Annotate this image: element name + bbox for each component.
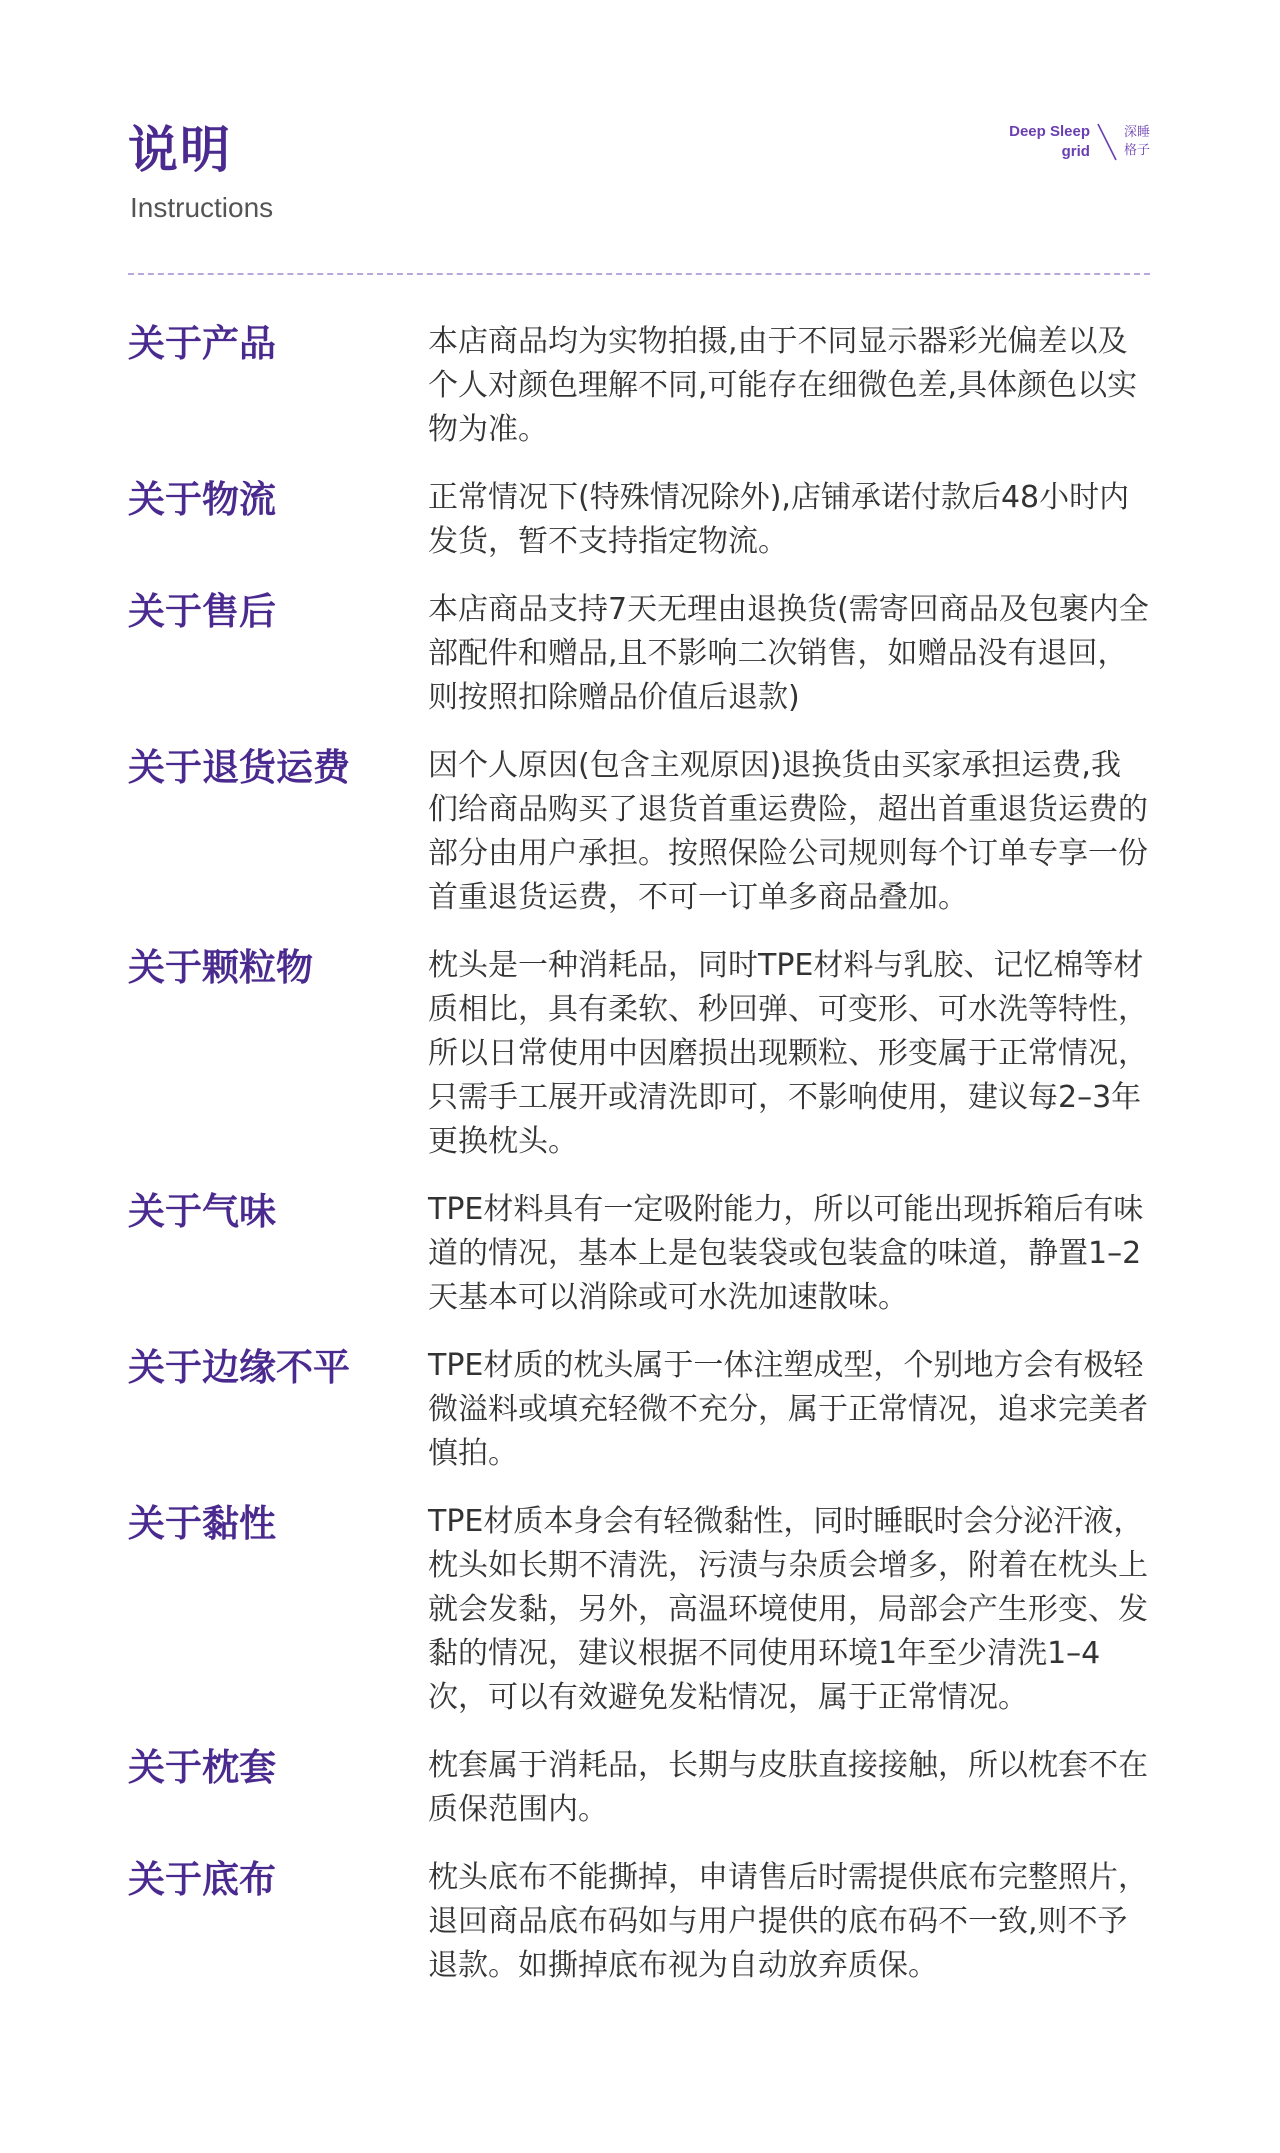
- page-title: 说明: [128, 121, 232, 179]
- instruction-label: 关于产品: [128, 322, 276, 365]
- header-divider: [128, 273, 1150, 275]
- logo-english: [1009, 122, 1090, 162]
- instruction-label: 关于枕套: [128, 1746, 276, 1789]
- instruction-item: [128, 944, 1150, 1164]
- instruction-text: 枕套属于消耗品，长期与皮肤直接接触，所以枕套不在质保范围内。: [428, 1748, 1148, 1827]
- instruction-item: [128, 320, 1150, 452]
- logo-chinese-line2: 格子: [1123, 143, 1150, 158]
- instruction-item: [128, 1344, 1150, 1476]
- instruction-text: 正常情况下(特殊情况除外),店铺承诺付款后48小时内发货，暂不支持指定物流。: [428, 480, 1130, 559]
- logo-english-line2: grid: [1061, 143, 1090, 160]
- instruction-label: 关于底布: [128, 1858, 276, 1901]
- instruction-item: [128, 744, 1150, 920]
- instruction-text: TPE材质的枕头属于一体注塑成型，个别地方会有极轻微溢料或填充轻微不充分，属于正常情况，追求完美者慎拍。: [428, 1348, 1148, 1471]
- instruction-item: [128, 476, 1150, 564]
- instruction-item: [128, 1188, 1150, 1320]
- instruction-label: 关于颗粒物: [128, 946, 313, 989]
- instruction-label: 关于退货运费: [128, 746, 350, 789]
- instruction-label: 关于黏性: [128, 1502, 276, 1545]
- instruction-text: 本店商品支持7天无理由退换货(需寄回商品及包裹内全部配件和赠品,且不影响二次销售，如赠品没有退回，则按照扣除赠品价值后退款): [428, 592, 1149, 715]
- instruction-item: [128, 1744, 1150, 1832]
- logo-english-line1: Deep Sleep: [1009, 123, 1090, 140]
- instruction-label: 关于气味: [128, 1190, 276, 1233]
- instruction-label: 关于售后: [128, 590, 276, 633]
- instruction-text: TPE材质本身会有轻微黏性，同时睡眠时会分泌汗液，枕头如长期不清洗，污渍与杂质会增多，附着在枕头上就会发黏，另外，高温环境使用，局部会产生形变、发黏的情况，建议根据不同使用环境1年至少清洗1–4次，可以有效避免发粘情况，属于正常情况。: [428, 1504, 1148, 1715]
- instruction-text: 枕头是一种消耗品，同时TPE材料与乳胶、记忆棉等材质相比，具有柔软、秒回弹、可变形、可水洗等特性，所以日常使用中因磨损出现颗粒、形变属于正常情况，只需手工展开或清洗即可，不影响使用，建议每2–3年更换枕头。: [428, 948, 1148, 1159]
- instruction-text: 因个人原因(包含主观原因)退换货由买家承担运费,我们给商品购买了退货首重运费险，超出首重退货运费的部分由用户承担。按照保险公司规则每个订单专享一份首重退货运费，不可一订单多商品叠加。: [428, 748, 1148, 915]
- instruction-text: 本店商品均为实物拍摄,由于不同显示器彩光偏差以及个人对颜色理解不同,可能存在细微色差,具体颜色以实物为准。: [428, 324, 1138, 447]
- logo-slash-icon: [1096, 122, 1118, 162]
- instruction-label: 关于边缘不平: [128, 1346, 350, 1389]
- logo-chinese-line1: 深睡: [1123, 125, 1150, 140]
- instruction-text: 枕头底布不能撕掉，申请售后时需提供底布完整照片，退回商品底布码如与用户提供的底布码不一致,则不予退款。如撕掉底布视为自动放弃质保。: [428, 1860, 1148, 1983]
- logo-chinese: [1124, 124, 1150, 160]
- instruction-text: TPE材料具有一定吸附能力，所以可能出现拆箱后有味道的情况，基本上是包装袋或包装盒的味道，静置1–2天基本可以消除或可水洗加速散味。: [428, 1192, 1144, 1315]
- instruction-item: [128, 588, 1150, 720]
- brand-logo: [1009, 122, 1150, 162]
- instruction-list: [128, 320, 1150, 1988]
- instruction-item: [128, 1500, 1150, 1720]
- page-subtitle: Instructions: [130, 192, 274, 223]
- instruction-label: 关于物流: [128, 478, 276, 521]
- instruction-item: [128, 1856, 1150, 1988]
